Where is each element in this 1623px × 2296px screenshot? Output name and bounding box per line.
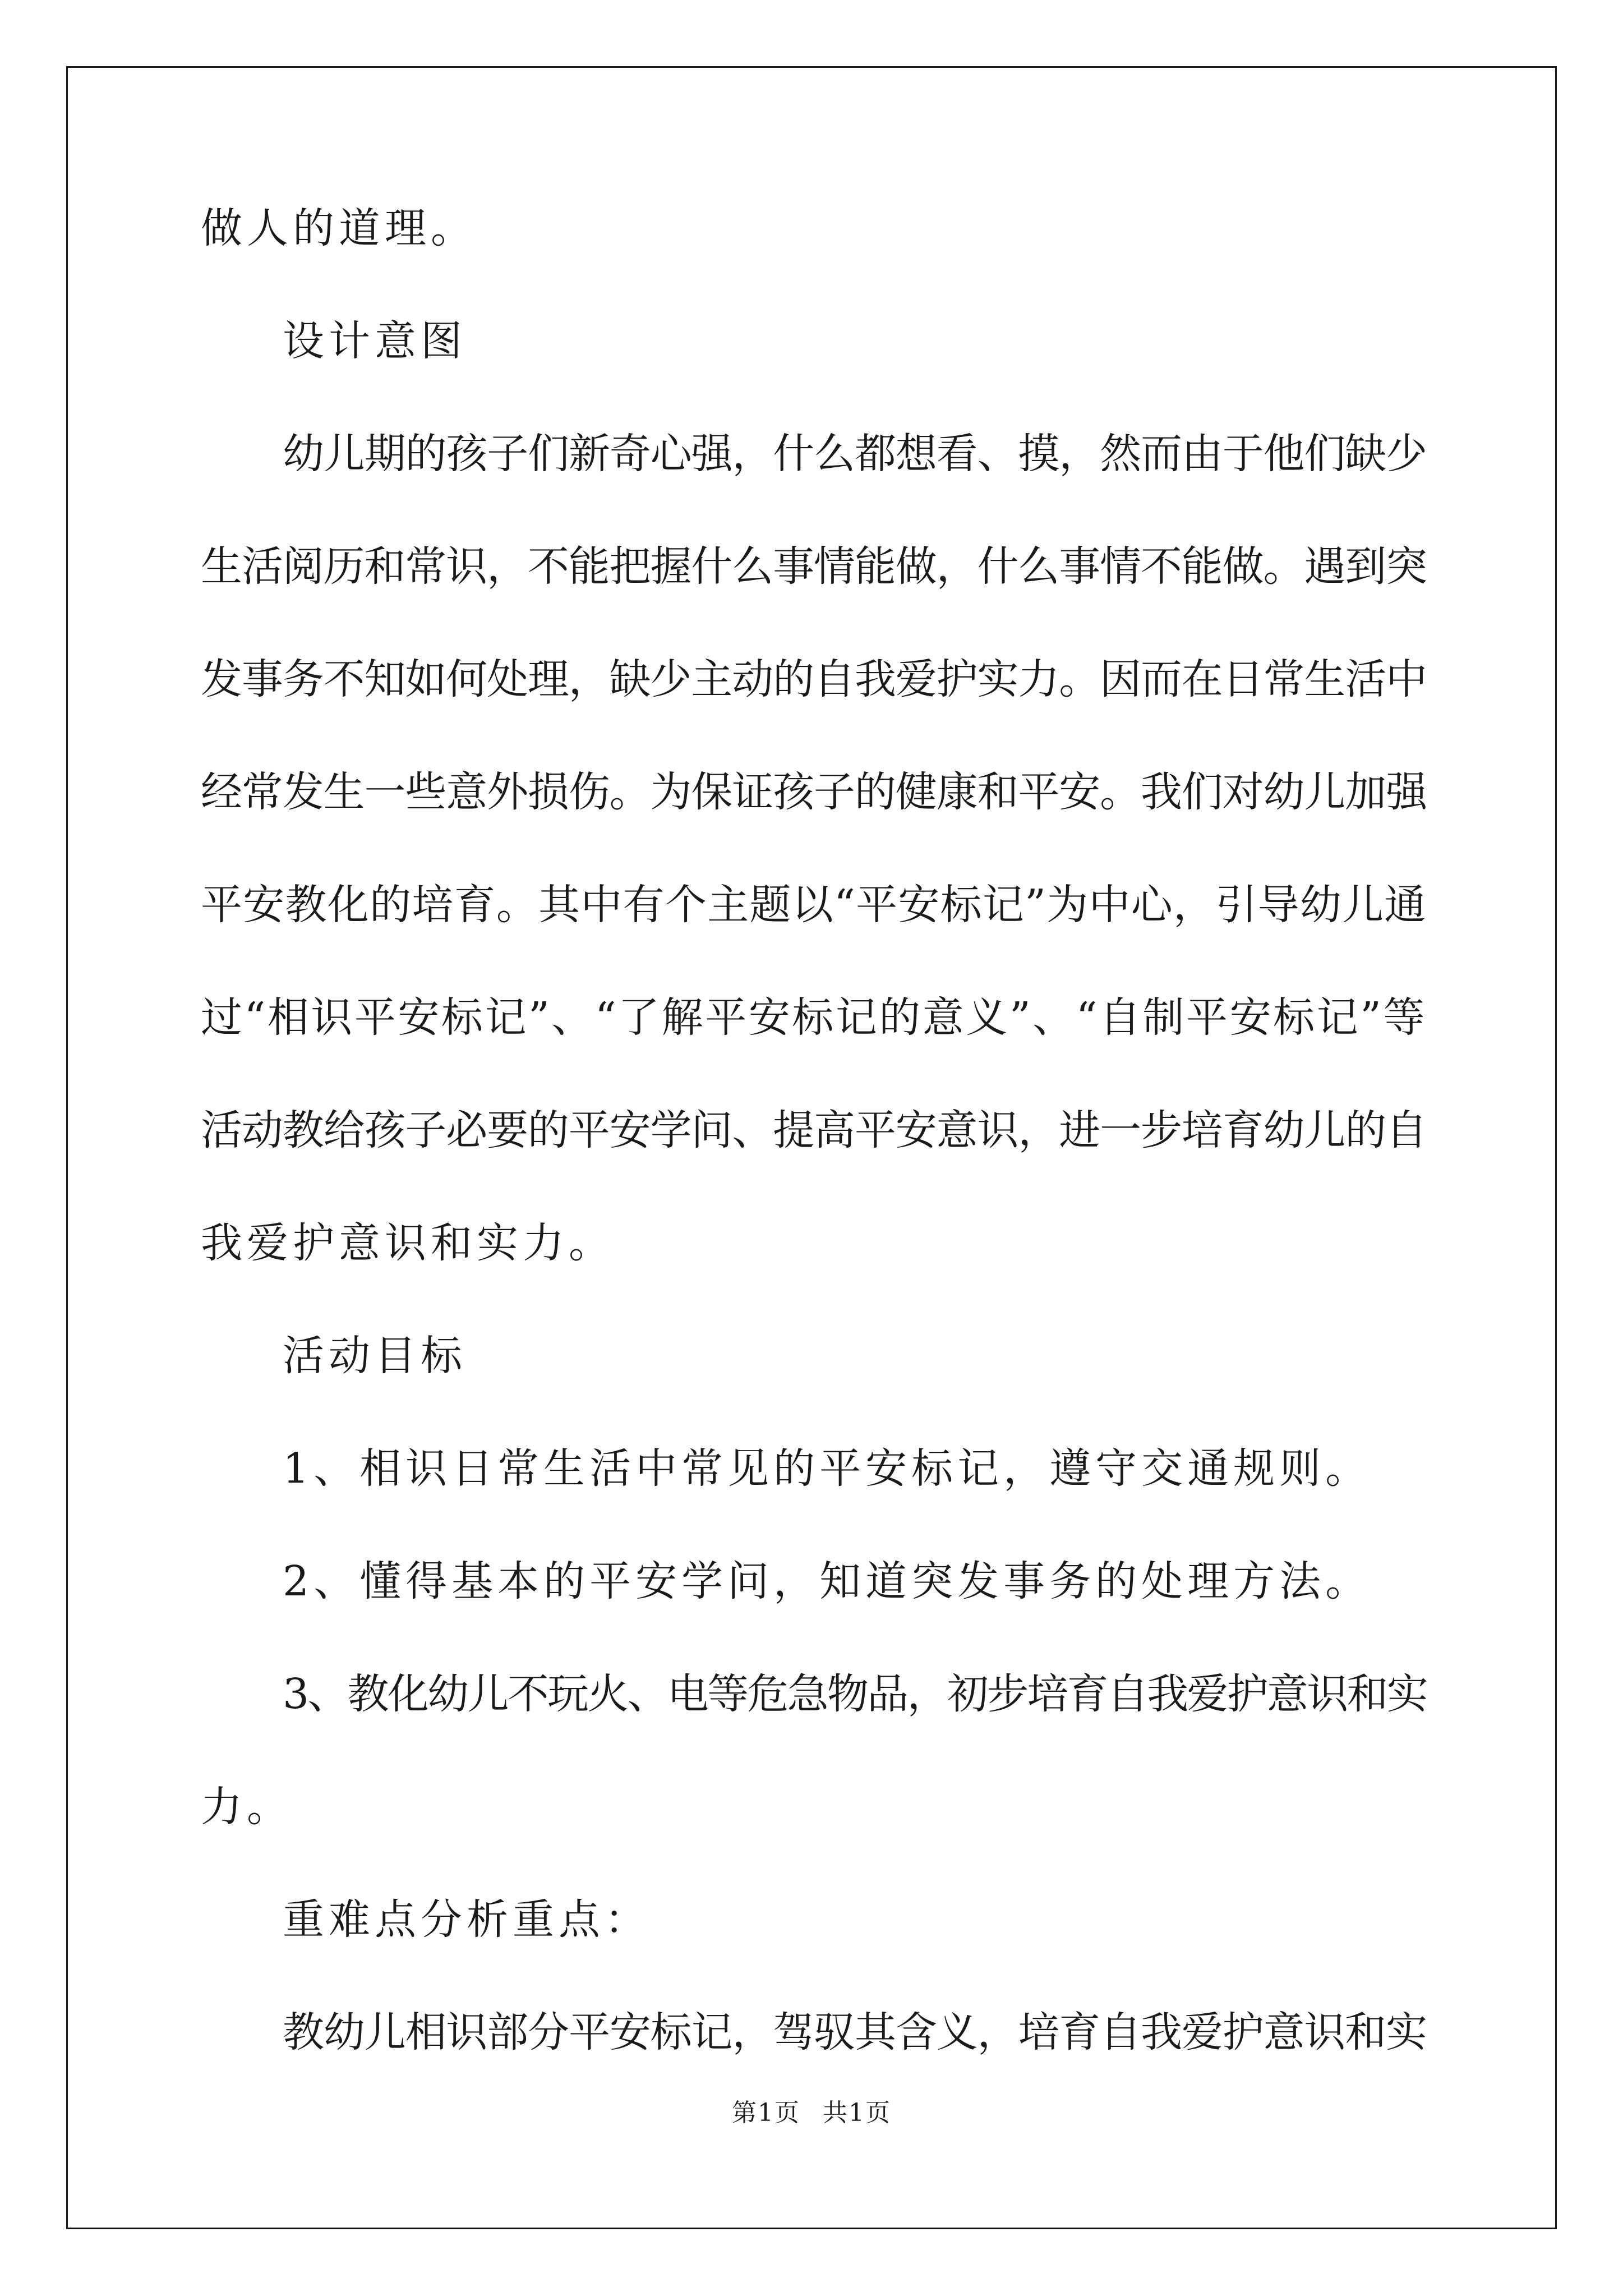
text-line: 过“相识平安标记”、“了解平安标记的意义”、“自制平安标记”等: [201, 993, 1427, 1042]
page-total: 共1页: [823, 2099, 891, 2127]
list-item: 3、教化幼儿不玩火、电等危急物品，初步培育自我爱护意识和实: [283, 1670, 1427, 1718]
text-line: 发事务不知如何处理，缺少主动的自我爱护实力。因而在日常生活中: [201, 655, 1427, 703]
text-line: 我爱护意识和实力。: [201, 1219, 615, 1267]
section-heading: 活动目标: [283, 1332, 467, 1380]
text-line: 力。: [201, 1783, 293, 1831]
page-footer: [0, 2092, 1623, 2128]
text-line: 教幼儿相识部分平安标记，驾驭其含义，培育自我爱护意识和实: [283, 2008, 1427, 2056]
list-item: 2、懂得基本的平安学问，知道突发事务的处理方法。: [283, 1557, 1372, 1605]
text-line: 做人的道理。: [201, 204, 477, 252]
section-heading: 设计意图: [283, 317, 467, 365]
section-heading: 重难点分析重点：: [283, 1895, 651, 1944]
text-line: 幼儿期的孩子们新奇心强，什么都想看、摸，然而由于他们缺少: [283, 430, 1427, 478]
text-line: 平安教化的培育。其中有个主题以“平安标记”为中心，引导幼儿通: [201, 881, 1427, 929]
list-item: 1、相识日常生活中常见的平安标记，遵守交通规则。: [283, 1444, 1372, 1493]
text-line: 活动教给孩子必要的平安学问、提高平安意识，进一步培育幼儿的自: [201, 1106, 1427, 1154]
text-line: 经常发生一些意外损伤。为保证孩子的健康和平安。我们对幼儿加强: [201, 768, 1427, 816]
text-line: 生活阅历和常识，不能把握什么事情能做，什么事情不能做。遇到突: [201, 542, 1427, 591]
page-number: 第1页: [732, 2099, 800, 2127]
